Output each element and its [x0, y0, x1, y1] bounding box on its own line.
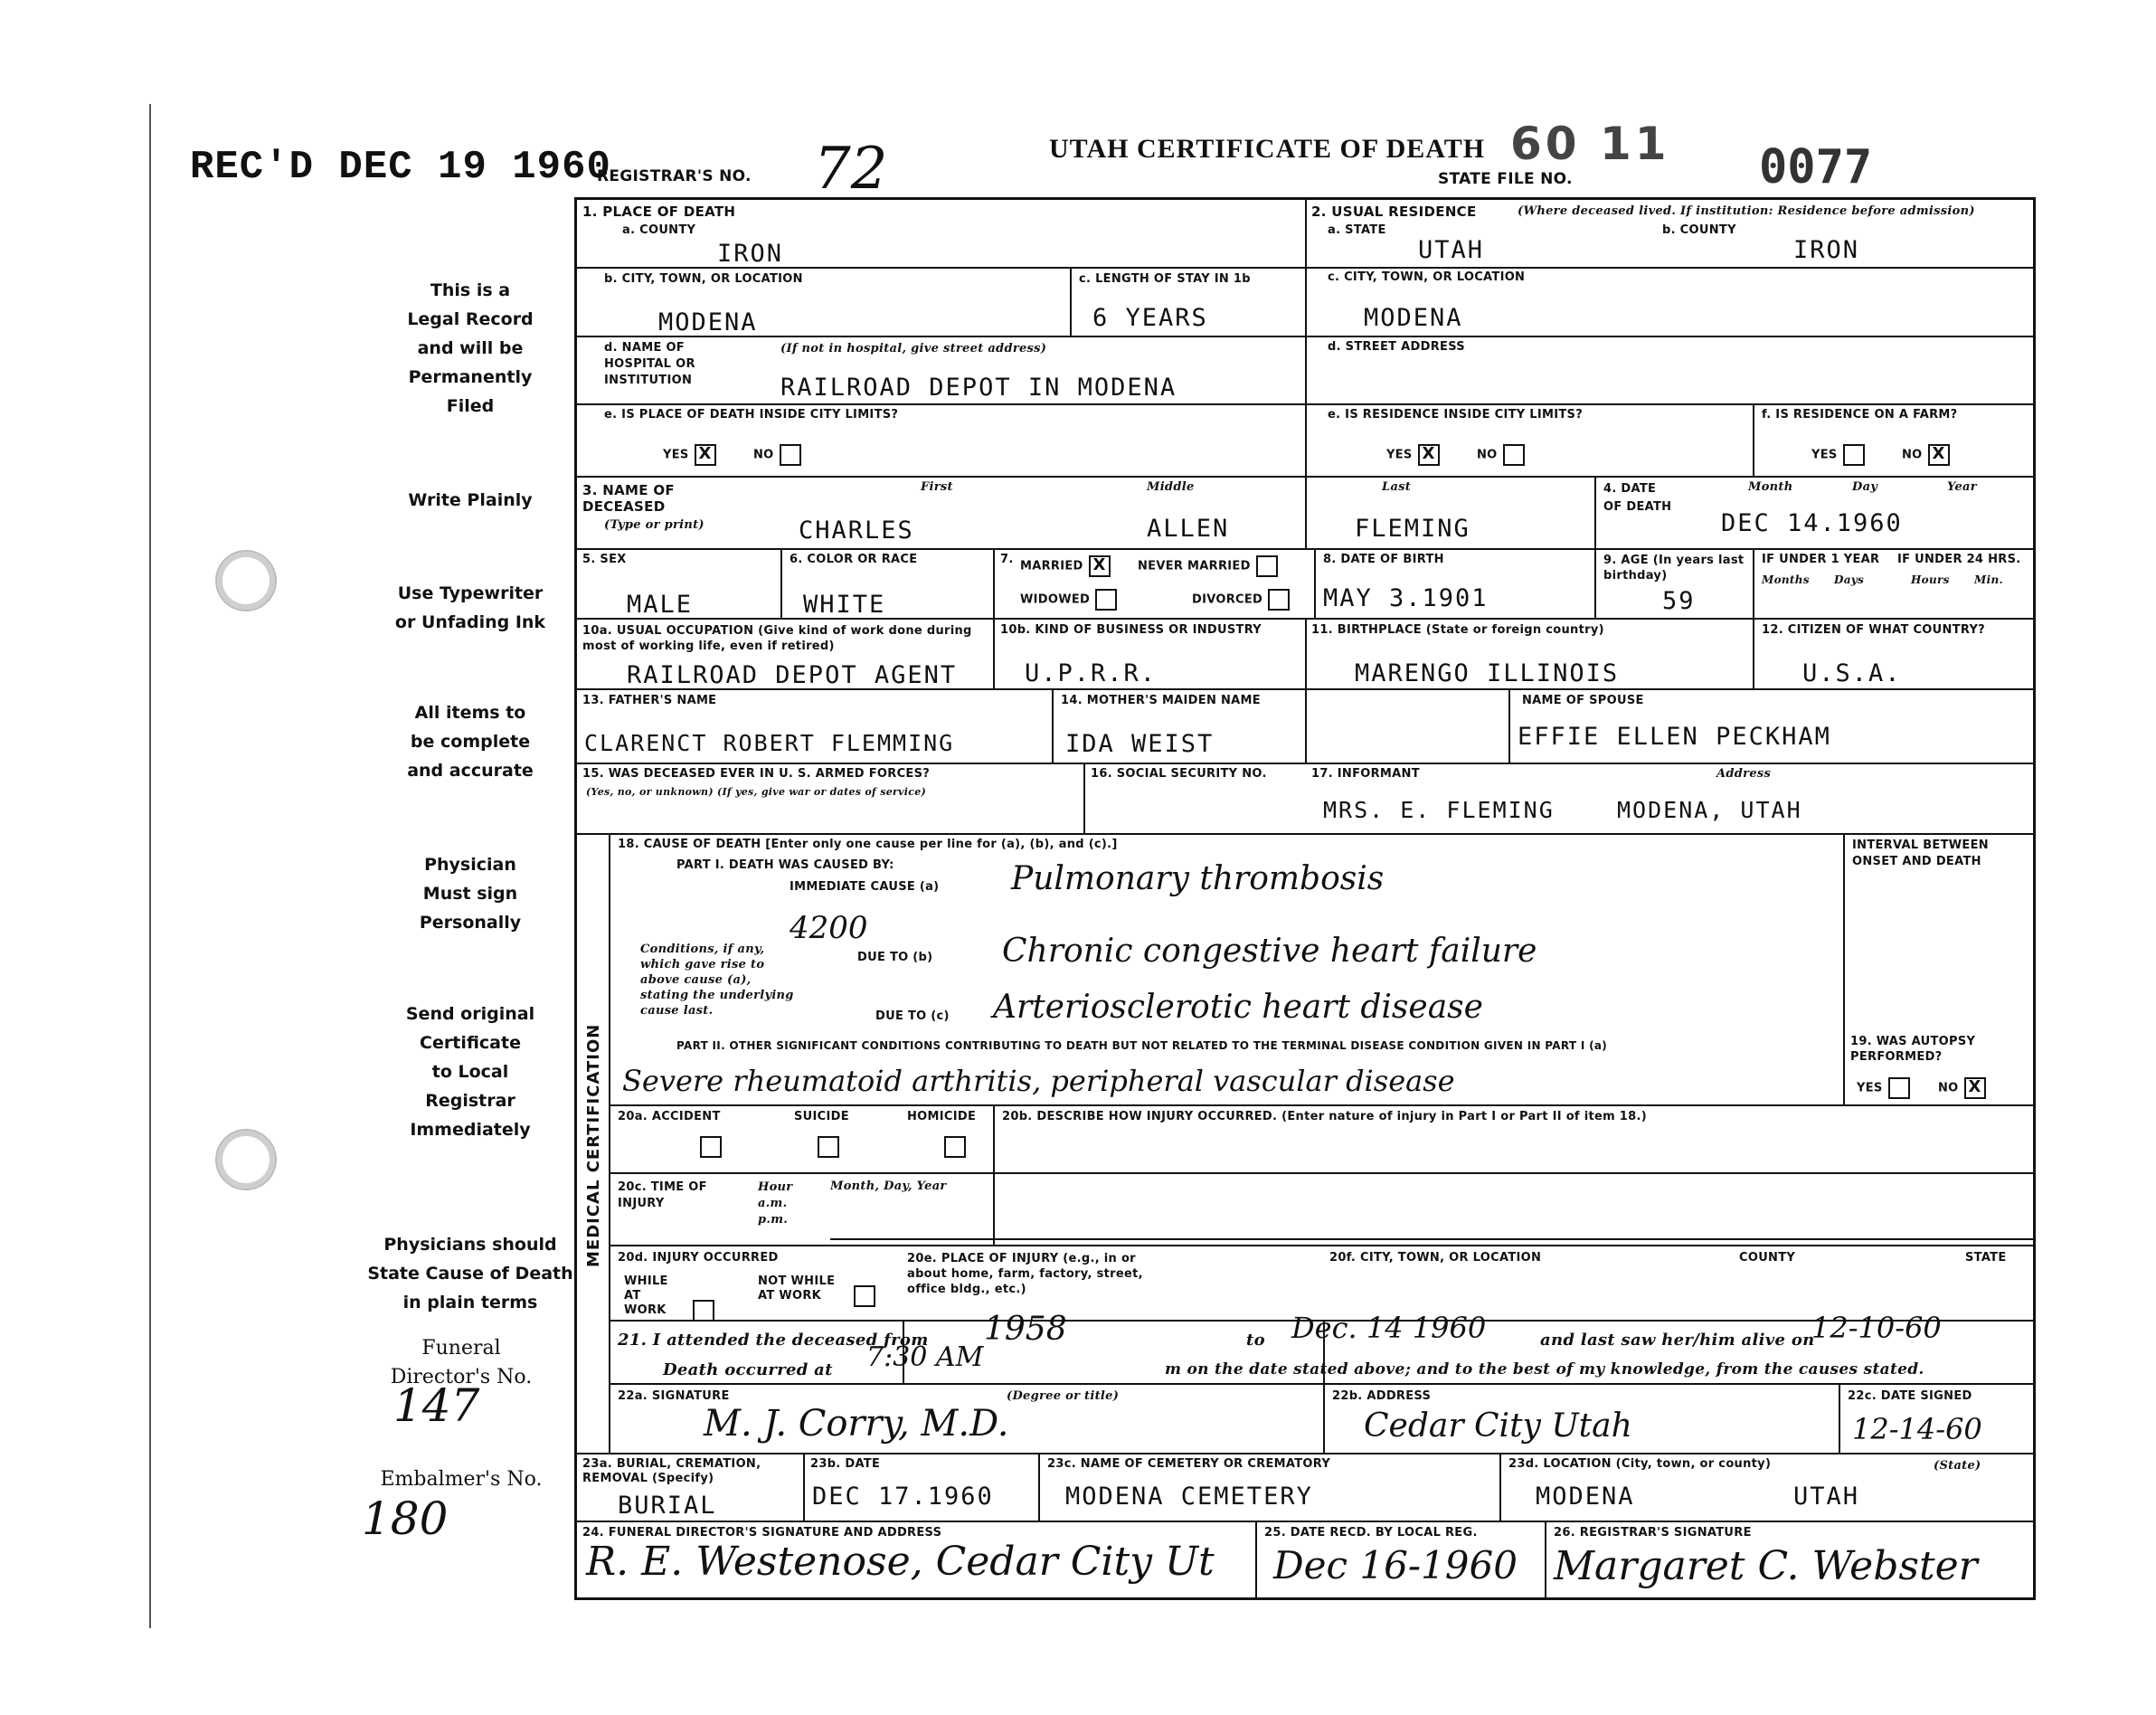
- label-hospital-note: (If not in hospital, give street address): [780, 342, 1047, 355]
- label-spouse: NAME OF SPOUSE: [1522, 694, 1644, 707]
- label-month: Month: [1748, 480, 1793, 494]
- label-min: Min.: [1974, 573, 2003, 586]
- state-file-top: 60 11: [1510, 118, 1670, 170]
- value-part2: Severe rheumatoid arthritis, peripheral vascular disease: [622, 1064, 1455, 1098]
- label-place-of-death: 1. PLACE OF DEATH: [582, 204, 736, 220]
- label-citizen: 12. CITIZEN OF WHAT COUNTRY?: [1762, 623, 1986, 637]
- checkbox-married[interactable]: MARRIED X: [1020, 555, 1111, 577]
- label-ssn: 16. SOCIAL SECURITY NO.: [1091, 767, 1267, 781]
- label-farm: f. IS RESIDENCE ON A FARM?: [1762, 408, 1958, 422]
- value-last-name: FLEMING: [1355, 515, 1470, 543]
- label-under-1-year: IF UNDER 1 YEAR: [1762, 553, 1880, 566]
- value-date-recd: Dec 16-1960: [1273, 1543, 1518, 1587]
- side-note-physician: Physician Must sign Personally: [419, 855, 522, 933]
- value-business: U.P.R.R.: [1025, 659, 1158, 687]
- label-burial: 23a. BURIAL, CREMATION, REMOVAL (Specify): [582, 1457, 761, 1485]
- value-physician-address: Cedar City Utah: [1364, 1407, 1632, 1445]
- label-autopsy: 19. WAS AUTOPSY PERFORMED?: [1850, 1035, 1976, 1064]
- label-months: Months: [1762, 573, 1810, 586]
- label-under-24-hrs: IF UNDER 24 HRS.: [1897, 553, 2021, 566]
- embalmer-no: 180: [362, 1492, 449, 1545]
- label-date-signed: 22c. DATE SIGNED: [1848, 1389, 1972, 1403]
- value-city: MODENA: [658, 308, 758, 336]
- checkbox-suicide[interactable]: [818, 1136, 839, 1158]
- label-name-deceased: 3. NAME OF DECEASED: [582, 482, 675, 515]
- label-registrar-sig: 26. REGISTRAR'S SIGNATURE: [1554, 1526, 1752, 1540]
- value-physician-signature: M. J. Corry, M.D.: [704, 1403, 1009, 1445]
- checkbox-autopsy-yes[interactable]: YES: [1857, 1077, 1910, 1099]
- value-race: WHITE: [803, 591, 886, 619]
- value-middle-name: ALLEN: [1147, 515, 1230, 543]
- label-state: a. STATE: [1328, 223, 1386, 237]
- label-days: Days: [1834, 573, 1865, 586]
- label-last: Last: [1382, 480, 1412, 494]
- label-business: 10b. KIND OF BUSINESS OR INDUSTRY: [1000, 623, 1262, 637]
- label-inside-city: e. IS PLACE OF DEATH INSIDE CITY LIMITS?: [604, 408, 899, 422]
- side-note-typewriter: Use Typewriter or Unfading Ink: [394, 583, 546, 632]
- value-res-state: UTAH: [1418, 236, 1485, 264]
- checkbox-res-inside-yes[interactable]: YES X: [1386, 444, 1440, 466]
- value-occupation: RAILROAD DEPOT AGENT: [627, 661, 958, 689]
- label-type-or-print: (Type or print): [604, 518, 704, 532]
- value-cemetery: MODENA CEMETERY: [1065, 1483, 1313, 1511]
- label-date-of-death: 4. DATE OF DEATH: [1603, 482, 1672, 514]
- label-age: 9. AGE (In years last birthday): [1603, 554, 1745, 583]
- value-burial: BURIAL: [618, 1492, 717, 1520]
- label-hospital: d. NAME OF HOSPITAL OR INSTITUTION: [604, 341, 695, 387]
- value-res-county: IRON: [1793, 236, 1860, 264]
- value-cause-a: Pulmonary thrombosis: [1011, 860, 1385, 897]
- label-father: 13. FATHER'S NAME: [582, 694, 717, 707]
- label-injury-state: STATE: [1965, 1251, 2007, 1265]
- value-cause-c: Arteriosclerotic heart disease: [993, 989, 1483, 1026]
- checkbox-farm-no[interactable]: NO X: [1902, 444, 1950, 466]
- checkbox-homicide[interactable]: [944, 1136, 966, 1158]
- value-res-city: MODENA: [1364, 304, 1463, 332]
- side-note-send: Send original Certificate to Local Registrar Immediately: [405, 1004, 535, 1140]
- label-injury-county: COUNTY: [1739, 1251, 1796, 1265]
- checkbox-autopsy-no[interactable]: NO X: [1938, 1077, 1986, 1099]
- value-informant: MRS. E. FLEMING: [1323, 797, 1555, 823]
- label-informant: 17. INFORMANT: [1311, 767, 1420, 781]
- value-first-name: CHARLES: [799, 516, 914, 545]
- label-dob: 8. DATE OF BIRTH: [1323, 553, 1444, 566]
- label-interval: INTERVAL BETWEEN ONSET AND DEATH: [1852, 839, 1989, 868]
- value-location-state: UTAH: [1793, 1483, 1860, 1511]
- label-county: a. COUNTY: [622, 223, 696, 237]
- label-injury-city: 20f. CITY, TOWN, OR LOCATION: [1329, 1251, 1542, 1265]
- value-hospital: RAILROAD DEPOT IN MODENA: [780, 374, 1177, 402]
- funeral-director-no: 147: [393, 1379, 480, 1432]
- medical-certification-label: MEDICAL CERTIFICATION: [584, 1023, 603, 1267]
- label-day: Day: [1852, 480, 1878, 494]
- label-res-city: c. CITY, TOWN, OR LOCATION: [1328, 270, 1526, 284]
- label-armed-forces: 15. WAS DECEASED EVER IN U. S. ARMED FORCES?: [582, 767, 931, 781]
- label-marital: 7.: [1000, 553, 1014, 566]
- checkbox-while-at-work[interactable]: WHILE AT WORK: [624, 1274, 714, 1322]
- label-physician-address: 22b. ADDRESS: [1332, 1389, 1432, 1403]
- label-burial-date: 23b. DATE: [810, 1457, 881, 1471]
- value-dob: MAY 3.1901: [1323, 584, 1489, 612]
- label-death-occurred: Death occurred at: [663, 1360, 833, 1379]
- label-time-of-injury: 20c. TIME OF INJURY: [618, 1180, 707, 1210]
- value-age: 59: [1662, 587, 1696, 615]
- checkbox-res-inside-no[interactable]: NO: [1477, 444, 1525, 466]
- label-usual-residence: 2. USUAL RESIDENCE: [1311, 204, 1477, 220]
- value-location: MODENA: [1536, 1483, 1635, 1511]
- label-occurred-rest: m on the date stated above; and to the best of my knowledge, from the causes stated.: [1165, 1360, 1924, 1379]
- value-time: 7:30 AM: [866, 1341, 984, 1373]
- value-last-saw: 12-10-60: [1811, 1311, 1942, 1345]
- checkbox-farm-yes[interactable]: YES: [1811, 444, 1865, 466]
- value-informant-address: MODENA, UTAH: [1617, 797, 1802, 823]
- value-stay: 6 YEARS: [1092, 304, 1208, 332]
- label-cemetery: 23c. NAME OF CEMETERY OR CREMATORY: [1047, 1457, 1331, 1471]
- value-cause-code: 4200: [790, 910, 868, 946]
- label-res-county: b. COUNTY: [1662, 223, 1736, 237]
- label-due-to-c: DUE TO (c): [875, 1009, 950, 1023]
- checkbox-divorced[interactable]: DIVORCED: [1192, 589, 1290, 611]
- value-mother: IDA WEIST: [1065, 730, 1215, 758]
- checkbox-inside-city-no[interactable]: NO: [753, 444, 801, 466]
- label-describe-injury: 20b. DESCRIBE HOW INJURY OCCURRED. (Enter nature of injury in Part I or Part II of item 18.): [1002, 1110, 1647, 1123]
- value-cause-b: Chronic congestive heart failure: [1002, 933, 1537, 970]
- label-cause-of-death: 18. CAUSE OF DEATH [Enter only one cause per line for (a), (b), and (c).]: [618, 838, 1118, 851]
- label-due-to-b: DUE TO (b): [857, 951, 933, 964]
- label-street-address: d. STREET ADDRESS: [1328, 340, 1465, 354]
- checkbox-inside-city-yes[interactable]: YES X: [663, 444, 716, 466]
- label-residence-note: (Where deceased lived. If institution: Residence before admission): [1518, 204, 1975, 218]
- value-birthplace: MARENGO ILLINOIS: [1355, 659, 1620, 687]
- label-year: Year: [1947, 480, 1977, 494]
- value-registrar-sig: Margaret C. Webster: [1554, 1543, 1978, 1589]
- registrar-no-label: REGISTRAR'S NO.: [597, 167, 752, 185]
- label-armed-note: (Yes, no, or unknown) (If yes, give war or dates of service): [586, 786, 927, 798]
- label-injury-occurred: 20d. INJURY OCCURRED: [618, 1251, 779, 1265]
- label-mother: 14. MOTHER'S MAIDEN NAME: [1061, 694, 1261, 707]
- punch-hole-top: [217, 552, 275, 610]
- label-last-saw: and last saw her/him alive on: [1540, 1331, 1815, 1350]
- state-file-no: 0077: [1759, 140, 1873, 194]
- label-hours: Hours: [1911, 573, 1950, 586]
- label-race: 6. COLOR OR RACE: [790, 553, 918, 566]
- label-location-state: (State): [1934, 1459, 1981, 1473]
- label-first: First: [921, 480, 953, 494]
- label-month-day-year: Month, Day, Year: [830, 1180, 947, 1193]
- value-funeral-director-sig: R. E. Westenose, Cedar City Ut: [586, 1539, 1215, 1585]
- label-city: b. CITY, TOWN, OR LOCATION: [604, 272, 803, 286]
- punch-hole-bottom: [217, 1131, 275, 1189]
- registrar-no: 72: [814, 136, 888, 203]
- value-county: IRON: [717, 240, 784, 268]
- label-length-of-stay: c. LENGTH OF STAY IN 1b: [1079, 272, 1251, 286]
- label-date-recd: 25. DATE RECD. BY LOCAL REG.: [1264, 1526, 1478, 1540]
- label-signature: 22a. SIGNATURE: [618, 1389, 730, 1403]
- value-father: CLARENCT ROBERT FLEMMING: [584, 730, 955, 756]
- state-file-label: STATE FILE NO.: [1438, 170, 1573, 188]
- death-certificate-form: [574, 197, 2036, 1600]
- label-to: to: [1246, 1331, 1265, 1350]
- side-note-write-plainly: Write Plainly: [408, 490, 533, 510]
- value-attended-to: Dec. 14 1960: [1291, 1311, 1487, 1345]
- side-note-legal: This is a Legal Record and will be Permanently Filed: [407, 280, 534, 416]
- label-part2: PART II. OTHER SIGNIFICANT CONDITIONS CONTRIBUTING TO DEATH BUT NOT RELATED TO THE TERMINAL DISEASE CONDITION GIVEN IN PART I (a): [676, 1039, 1608, 1052]
- label-conditions: Conditions, if any, which gave rise to above cause (a), stating the underlying cause last.: [640, 943, 794, 1018]
- checkbox-not-while-at-work[interactable]: NOT WHILE AT WORK: [758, 1274, 875, 1307]
- side-note-complete: All items to be complete and accurate: [407, 703, 534, 781]
- value-date-of-death: DEC 14.1960: [1721, 509, 1903, 537]
- value-date-signed: 12-14-60: [1852, 1412, 1982, 1446]
- label-suicide: SUICIDE: [794, 1110, 849, 1123]
- label-cemetery-location: 23d. LOCATION (City, town, or county): [1508, 1457, 1772, 1471]
- label-res-inside-city: e. IS RESIDENCE INSIDE CITY LIMITS?: [1328, 408, 1584, 422]
- label-attended: 21. I attended the deceased from: [618, 1331, 929, 1350]
- value-burial-date: DEC 17.1960: [812, 1483, 994, 1511]
- checkbox-never-married[interactable]: NEVER MARRIED: [1138, 555, 1278, 577]
- label-hour: Hour a.m. p.m.: [758, 1180, 793, 1227]
- label-degree: (Degree or title): [1007, 1389, 1120, 1403]
- value-citizen: U.S.A.: [1802, 659, 1902, 687]
- label-immediate-cause: IMMEDIATE CAUSE (a): [790, 880, 940, 894]
- side-note-cause: Physicians should State Cause of Death in plain terms: [367, 1235, 573, 1312]
- label-middle: Middle: [1147, 480, 1195, 494]
- label-accident: 20a. ACCIDENT: [618, 1110, 721, 1123]
- label-sex: 5. SEX: [582, 553, 627, 566]
- funeral-director-label: Funeral Director's No.: [390, 1337, 533, 1388]
- received-stamp: REC'D DEC 19 1960: [190, 145, 611, 190]
- label-funeral-director-sig: 24. FUNERAL DIRECTOR'S SIGNATURE AND ADDRESS: [582, 1526, 942, 1540]
- label-birthplace: 11. BIRTHPLACE (State or foreign country): [1311, 623, 1604, 637]
- label-place-of-injury: 20e. PLACE OF INJURY (e.g., in or about home, farm, factory, street, office bldg., etc.): [907, 1252, 1143, 1296]
- embalmer-label: Embalmer's No.: [380, 1468, 543, 1491]
- value-spouse: EFFIE ELLEN PECKHAM: [1518, 723, 1831, 751]
- value-sex: MALE: [627, 591, 694, 619]
- label-occupation: 10a. USUAL OCCUPATION (Give kind of work done during most of working life, even if retired): [582, 624, 972, 653]
- certificate-title: UTAH CERTIFICATE OF DEATH: [1049, 134, 1486, 164]
- value-attended-from: 1958: [984, 1311, 1067, 1348]
- label-address: Address: [1716, 767, 1772, 781]
- label-homicide: HOMICIDE: [907, 1110, 977, 1123]
- label-part1: PART I. DEATH WAS CAUSED BY:: [676, 858, 894, 872]
- checkbox-accident[interactable]: [700, 1136, 722, 1158]
- checkbox-widowed[interactable]: WIDOWED: [1020, 589, 1117, 611]
